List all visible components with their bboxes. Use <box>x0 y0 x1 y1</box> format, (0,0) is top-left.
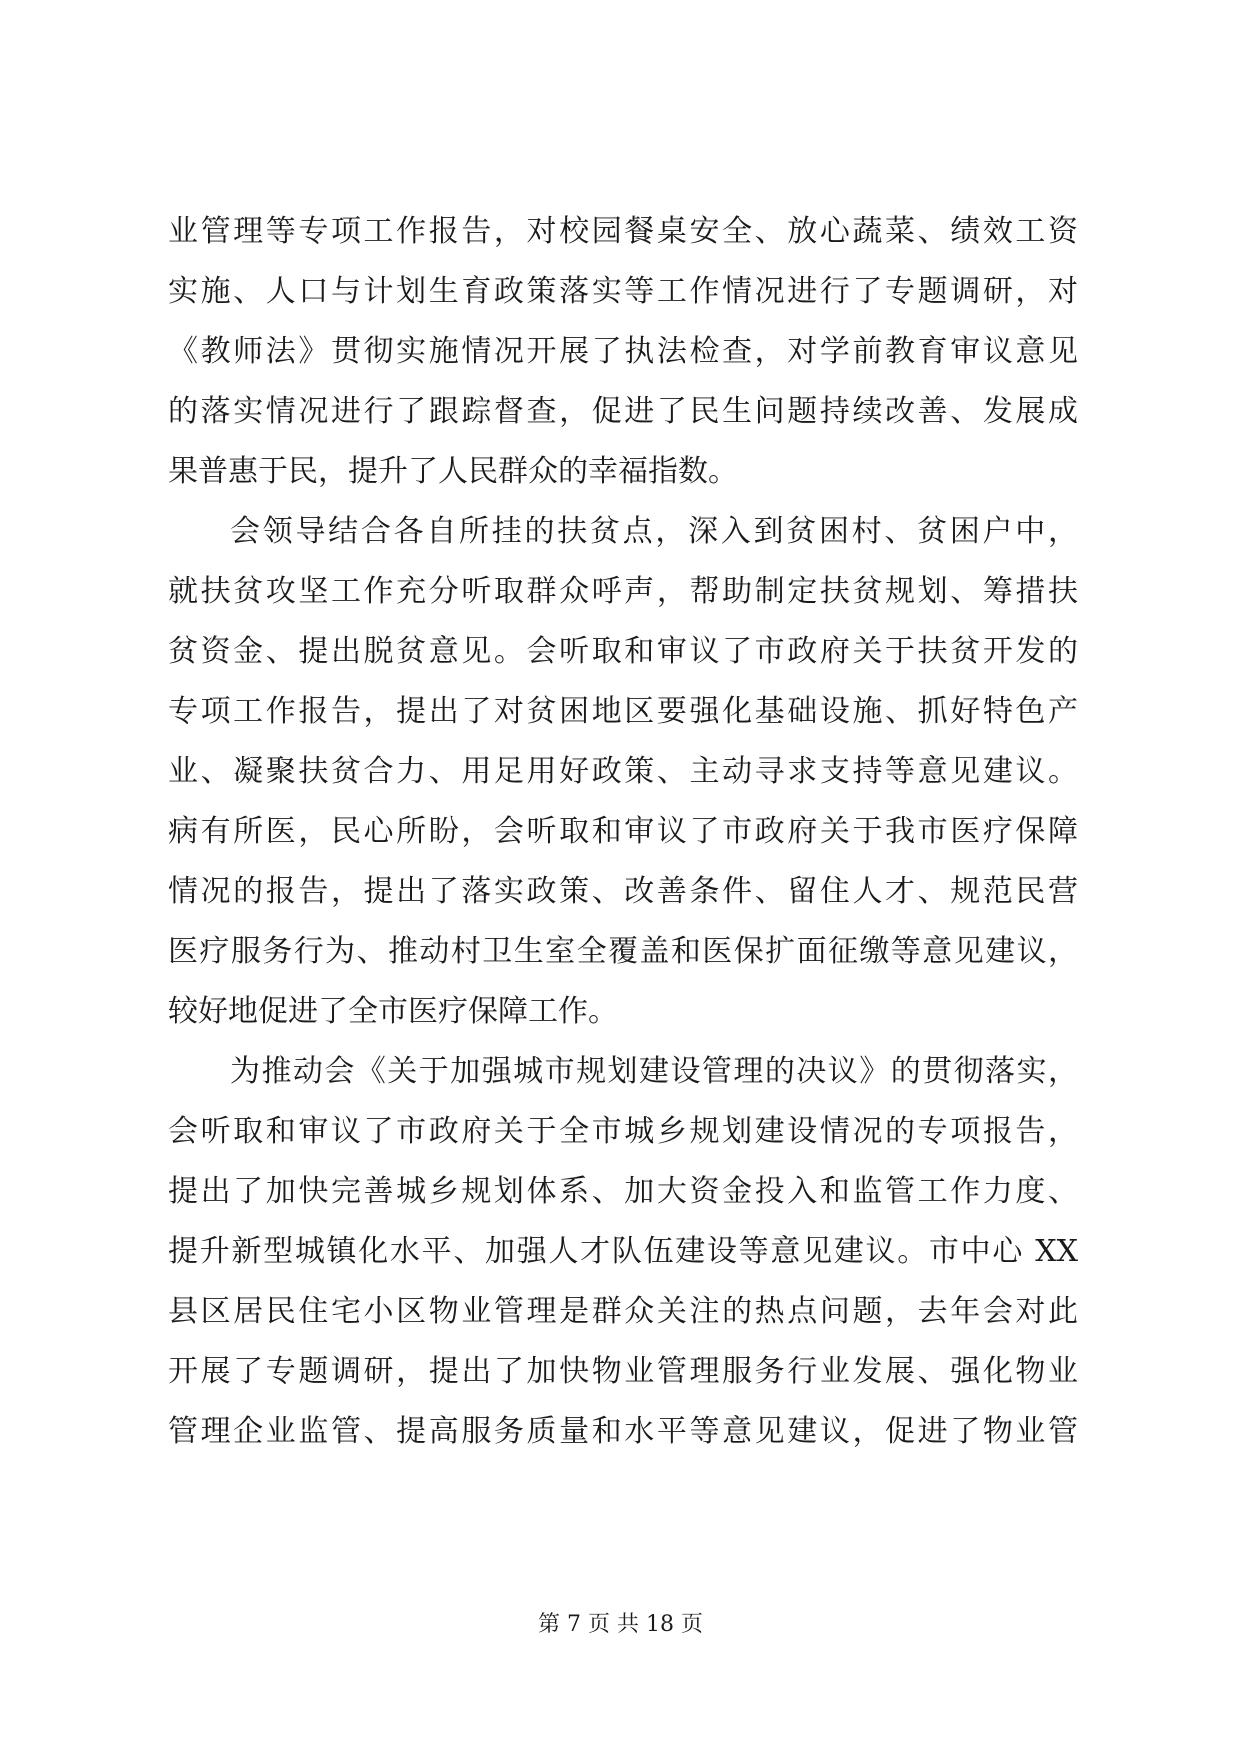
text-line: 提出了加快完善城乡规划体系、加大资金投入和监管工作力度、 <box>168 1174 1078 1209</box>
text-line: 病有所医，民心所盼，会听取和审议了市政府关于我市医疗保障 <box>168 814 1078 849</box>
text-line: 专项工作报告，提出了对贫困地区要强化基础设施、抓好特色产 <box>168 694 1078 729</box>
text-line: 业、凝聚扶贫合力、用足用好政策、主动寻求支持等意见建议。 <box>168 754 1078 789</box>
text-line: 会听取和审议了市政府关于全市城乡规划建设情况的专项报告， <box>168 1114 1078 1149</box>
text-line: 县区居民住宅小区物业管理是群众关注的热点问题，去年会对此 <box>168 1294 1078 1329</box>
paragraph-2 <box>168 502 1078 1042</box>
text-line: 管理企业监管、提高服务质量和水平等意见建议，促进了物业管 <box>168 1414 1078 1449</box>
text-line: 较好地促进了全市医疗保障工作。 <box>168 994 618 1029</box>
text-line: 业管理等专项工作报告，对校园餐桌安全、放心蔬菜、绩效工资 <box>168 214 1078 249</box>
text-line: 开展了专题调研，提出了加快物业管理服务行业发展、强化物业 <box>168 1354 1078 1389</box>
document-body <box>168 202 1078 1462</box>
text-line: 实施、人口与计划生育政策落实等工作情况进行了专题调研，对 <box>168 274 1078 309</box>
text-line: 《教师法》贯彻实施情况开展了执法检查，对学前教育审议意见 <box>168 334 1078 369</box>
text-line: 就扶贫攻坚工作充分听取群众呼声，帮助制定扶贫规划、筹措扶 <box>168 574 1078 609</box>
text-line: 为推动会《关于加强城市规划建设管理的决议》的贯彻落实， <box>230 1054 1078 1089</box>
text-line: 贫资金、提出脱贫意见。会听取和审议了市政府关于扶贫开发的 <box>168 634 1078 669</box>
paragraph-1 <box>168 202 1078 502</box>
text-line: 情况的报告，提出了落实政策、改善条件、留住人才、规范民营 <box>168 874 1078 909</box>
text-line: 提升新型城镇化水平、加强人才队伍建设等意见建议。市中心 XX <box>168 1234 1078 1269</box>
page-footer: 第 7 页 共 18 页 <box>538 1612 703 1637</box>
text-line: 会领导结合各自所挂的扶贫点，深入到贫困村、贫困户中， <box>230 514 1078 549</box>
text-line: 的落实情况进行了跟踪督查，促进了民生问题持续改善、发展成 <box>168 394 1078 429</box>
text-line: 医疗服务行为、推动村卫生室全覆盖和医保扩面征缴等意见建议， <box>168 934 1078 969</box>
paragraph-3 <box>168 1042 1078 1462</box>
text-line: 果普惠于民，提升了人民群众的幸福指数。 <box>168 454 738 489</box>
